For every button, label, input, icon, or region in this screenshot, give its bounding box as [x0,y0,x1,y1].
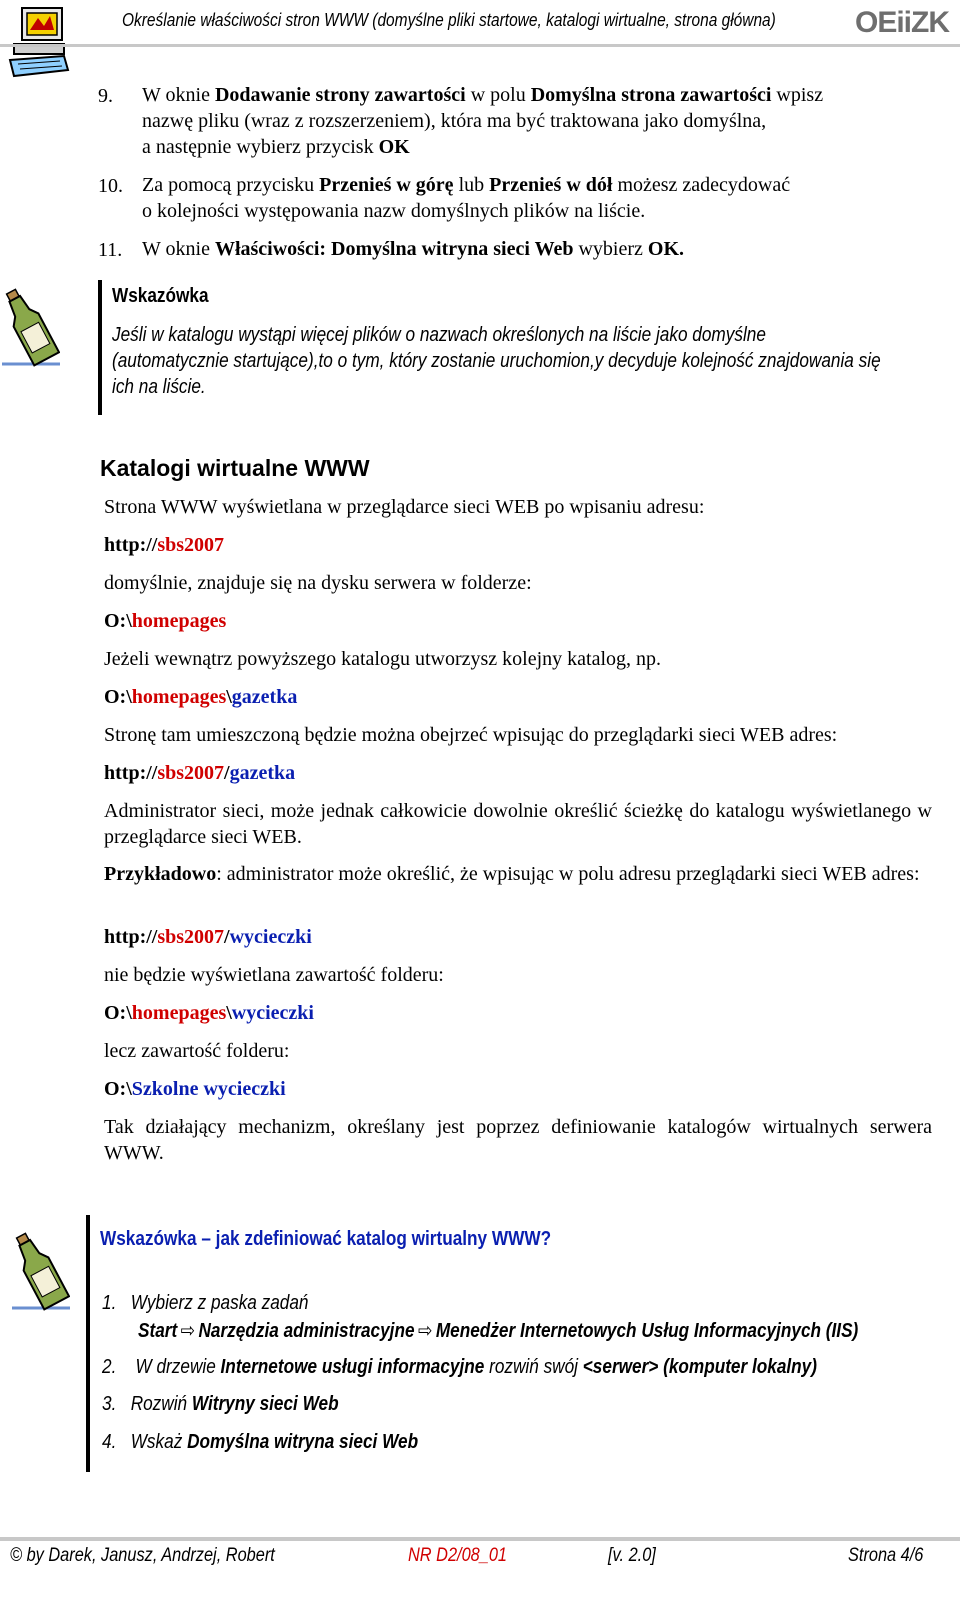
step-text-line: a następnie wybierz przycisk OK [142,136,410,158]
step-text-line: nazwę pliku (wraz z rozszerzeniem), która ma być traktowana jako domyślna, [142,110,767,132]
step-number: 11. [98,239,123,261]
step-text-line: W oknie Właściwości: Domyślna witryna sieci Web wybierz OK. [142,238,685,260]
path-example: O:\Szkolne wycieczki [104,1078,286,1100]
footer-version: [v. 2.0] [608,1545,656,1566]
footer-divider [0,1537,960,1541]
path-example: O:\homepages\wycieczki [104,1002,314,1024]
paragraph: lecz zawartość folderu: [104,1040,290,1062]
bottle-message-icon [12,1226,70,1314]
url-example: http://sbs2007/wycieczki [104,926,312,948]
paragraph: Jeżeli wewnątrz powyższego katalogu utworzysz kolejny katalog, np. [104,648,662,670]
url-example: http://sbs2007/gazetka [104,762,296,784]
tip-step-2: 2. W drzewie Internetowe usługi informacyjne rozwiń swój <serwer> (komputer lokalny) [102,1356,817,1378]
paragraph: Stronę tam umieszczoną będzie można obejrzeć wpisując do przeglądarki sieci WEB adres: [104,724,838,746]
tip-border [86,1215,90,1472]
paragraph: nie będzie wyświetlana zawartość folderu: [104,964,444,986]
paragraph: domyślnie, znajduje się na dysku serwera w folderze: [104,572,532,594]
tip-text-line: ich na liście. [112,376,206,398]
computer-clipart-icon [8,4,70,82]
bottle-message-icon [2,282,60,370]
step-text-line: o kolejności występowania nazw domyślnych plików na liście. [142,200,646,222]
footer-code: NR D2/08_01 [408,1545,508,1566]
tip-step-3: 3. Rozwiń Witryny sieci Web [102,1393,339,1415]
tip-step-1: 1. Wybierz z paska zadań [102,1292,309,1314]
step-text-line: Za pomocą przycisku Przenieś w górę lub Przenieś w dół możesz zadecydować [142,174,791,196]
tip-step-4: 4. Wskaż Domyślna witryna sieci Web [102,1431,419,1453]
arrow-right-icon: ⇨ [417,1320,433,1342]
step-number: 9. [98,85,113,107]
tip-title: Wskazówka [112,285,209,307]
paragraph: Tak działający mechanizm, określany jest poprzez definiowanie katalogów wirtualnych serwera WWW. [104,1116,932,1164]
paragraph: Administrator sieci, może jednak całkowicie dowolnie określić ścieżkę do katalogu wyświetlanego w przeglądarce sieci WEB. [104,800,932,848]
tip-step-1-path: Start ⇨ Narzędzia administracyjne ⇨ Menedżer Internetowych Usług Informacyjnych (IIS) [138,1320,859,1342]
step-text-line: W oknie Dodawanie strony zawartości w polu Domyślna strona zawartości wpisz [142,84,824,106]
tip-text-line: (automatycznie startujące),to o tym, który zostanie uruchomion,y decyduje kolejność znajdowania się [112,350,881,372]
tip-title: Wskazówka – jak zdefiniować katalog wirtualny WWW? [100,1228,552,1250]
tip-border [98,280,102,415]
step-number: 10. [98,175,123,197]
header-title: Określanie właściwości stron WWW (domyślne pliki startowe, katalogi wirtualne, strona główna) [122,10,776,30]
path-example: O:\homepages [104,610,227,632]
section-title: Katalogi wirtualne WWW [100,455,370,481]
url-example: http://sbs2007 [104,534,225,556]
tip-text-line: Jeśli w katalogu wystąpi więcej plików o nazwach określonych na liście jako domyślne [112,324,766,346]
oeiizk-logo: OEiiZK [855,6,950,39]
header-divider [0,44,960,47]
paragraph: Przykładowo: administrator może określić, że wpisując w polu adresu przeglądarki sieci WEB adres: [104,863,920,885]
footer-page-number: Strona 4/6 [848,1545,924,1566]
footer-authors: © by Darek, Janusz, Andrzej, Robert [10,1545,275,1566]
paragraph: Strona WWW wyświetlana w przeglądarce sieci WEB po wpisaniu adresu: [104,496,705,518]
arrow-right-icon: ⇨ [180,1320,196,1342]
path-example: O:\homepages\gazetka [104,686,298,708]
